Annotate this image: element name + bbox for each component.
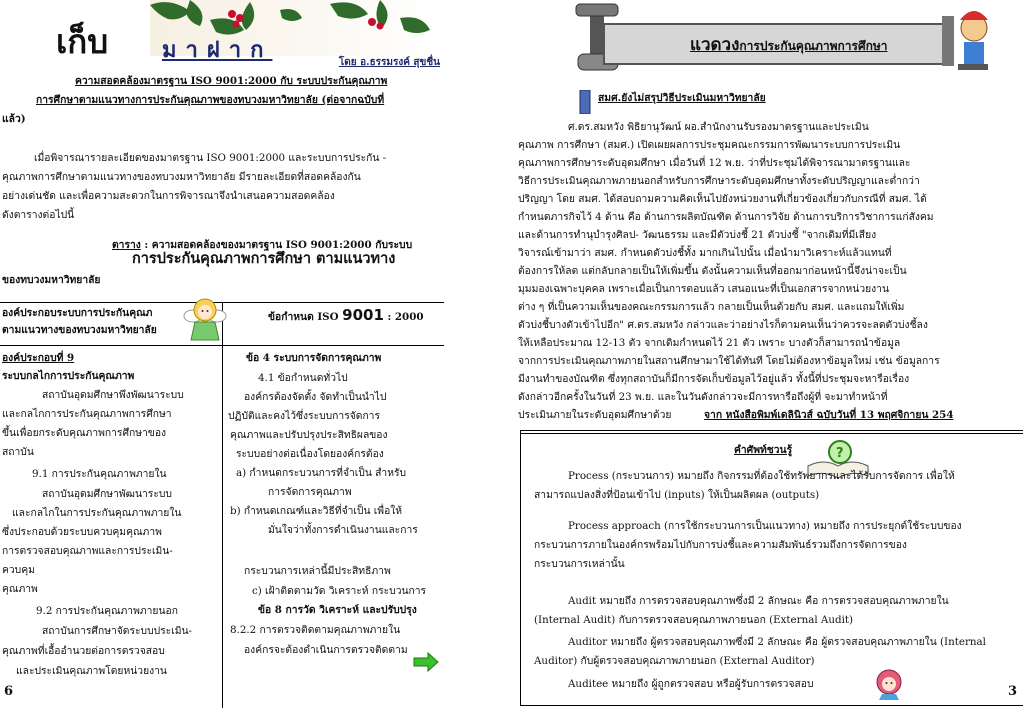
col2-header: ข้อกำหนด ISO 9001 : 2000 — [268, 306, 424, 324]
col2-line-11: กระบวนการเหล่านี้มีประสิทธิภาพ — [244, 565, 391, 577]
col1-line-17: และประเมินคุณภาพโดยหน่วยงาน — [16, 665, 167, 677]
glossary-line-10: Auditee หมายถึง ผู้ถูกตรวจสอบ หรือผู้รับการตรวจสอบ — [568, 678, 814, 690]
col2-line-7: a) กำหนดกระบวนการที่จำเป็น สำหรับ — [236, 467, 407, 479]
col2-line-10: มั่นใจว่าทั้งการดำเนินงานและการ — [268, 524, 418, 536]
glossary-title: คำศัพท์ชวนรู้ — [734, 444, 793, 456]
col2-line-9: b) กำหนดเกณฑ์และวิธีที่จำเป็น เพื่อให้ — [230, 505, 403, 517]
news-line-11: ต่าง ๆ ที่เป็นความเห็นของคณะกรรมการแล้ว กลายเป็นเห็นด้วยกับ สมศ. และแถมให้เพิ่ม — [518, 301, 905, 313]
col1-line-4: และกลไกการประกันคุณภาพการศึกษา — [2, 408, 172, 420]
news-line-5: ปริญญา โดย สมศ. ได้สอบถามความคิดเห็นไปยังหน่วยงานที่เกี่ยวข้องเกี่ยวกับกรณีที่ สมศ. ได้ — [518, 193, 927, 205]
glossary-line-7: (Internal Audit) กับการตรวจสอบคุณภาพภายนอก (External Audit) — [534, 614, 854, 626]
col1-line-11: การตรวจสอบคุณภาพและการประเมิน- — [2, 545, 173, 557]
col1-line-10: ซึ่งประกอบด้วยระบบควบคุมคุณภาพ — [2, 526, 162, 538]
right-page — [512, 0, 1023, 708]
page-title: เก็บ — [56, 22, 109, 61]
news-line-7: และด้านการทำนุบำรุงศิลป- วัฒนธรรม และมีตัวบ่งชี้ 21 ตัวบ่งชี้ "จากเดิมที่มีเสียง — [518, 229, 877, 241]
news-line-9: ต้องการให้ลด แต่กลับกลายเป็นให้เพิ่มขึ้น ดังนั้นความเห็นที่ออกมาก่อนหน้านี้จึงน่าจะเป็น — [518, 265, 907, 277]
news-line-13: ให้เหลือประมาณ 12-13 ตัว จากเดิมกำหนดไว้ 21 ตัว เพราะ บางตัวก็สามารถนำข้อมูล — [518, 337, 901, 349]
col2-line-4: ปฏิบัติและคงไว้ซึ่งระบบการจัดการ — [228, 410, 380, 422]
glossary-line-2: สามารถแปลงสิ่งที่ป้อนเข้าไป (inputs) ให้เป็นผลิตผล (outputs) — [534, 489, 820, 501]
intro-line-1: เมื่อพิจารณารายละเอียดของมาตรฐาน ISO 9001:2000 และระบบการประกัน - — [34, 152, 387, 164]
col2-line-6: ระบบอย่างต่อเนื่องโดยองค์กรต้อง — [236, 448, 384, 460]
glossary-line-4: กระบวนการภายในองค์กรพร้อมไปกับการบ่งชี้และความสัมพันธ์รวมถึงการจัดการของ — [534, 539, 907, 551]
page-subtitle: มาฝาก — [162, 37, 273, 63]
col2-line-14: 8.2.2 การตรวจติดตามคุณภาพภายใน — [230, 624, 401, 636]
left-page-number: 6 — [4, 684, 14, 699]
news-line-16: ดังกล่าวอีกครั้งในวันที่ 23 พ.ย. และในวันดังกล่าวจะมีการหารือถึงผู้ที่ จะมาทำหน้าที่ — [518, 391, 888, 403]
table-caption-big: การประกันคุณภาพการศึกษา ตามแนวทาง — [132, 251, 396, 267]
col1-line-5: ขึ้นเพื่อยกระดับคุณภาพการศึกษาของ — [2, 427, 167, 439]
author-line: โดย อ.ธรรมรงค์ สุขชื่น — [338, 57, 440, 68]
article-heading-line1: ความสอดคล้องมาตรฐาน ISO 9001:2000 กับ ระบบประกันคุณภาพ — [75, 75, 388, 87]
news-line-17: ประเมินภายในระดับอุดมศึกษาด้วย — [518, 409, 672, 421]
col1-line-6: สถาบัน — [2, 446, 34, 458]
news-line-12: ตัวบ่งชี้บางตัวเข้าไปอีก" ศ.ดร.สมหวัง กล่าวและว่าอย่างไรก็ตามคนเห็นว่าควรจะลดตัวบ่งชี้ลง — [518, 319, 928, 331]
right-page-number: 3 — [1008, 684, 1018, 699]
bullet-pillar-icon — [578, 90, 592, 114]
glossary-line-6: Audit หมายถึง การตรวจสอบคุณภาพซึ่งมี 2 ลักษณะ คือ การตรวจสอบคุณภาพภายใน — [568, 595, 949, 607]
table-caption-text: : ความสอดคล้องของมาตรฐาน ISO 9001:2000 กับระบบ — [140, 239, 413, 251]
intro-line-4: ดังตารางต่อไปนี้ — [2, 209, 75, 221]
col1-line-1: องค์ประกอบที่ 9 — [2, 352, 75, 364]
col2-line-13: ข้อ 8 การวัด วิเคราะห์ และปรับปรุง — [258, 604, 417, 616]
banner-title: แวดวงการประกันคุณภาพการศึกษา — [690, 35, 888, 55]
col1-line-8: สถาบันอุดมศึกษาพัฒนาระบบ — [42, 488, 172, 500]
news-heading: สมศ.ยังไม่สรุปวิธีประเมินมหาวิทยาลัย — [598, 92, 766, 104]
article-heading-line3: แล้ว) — [2, 113, 26, 125]
news-line-10: มุมมองเฉพาะบุคคล เพราะเมื่อเป็นการตอบแล้ว เสนอแนะที่เป็นเอกสารจากหน่วยงาน — [518, 283, 889, 295]
left-page — [0, 0, 444, 708]
glossary-line-1: Process (กระบวนการ) หมายถึง กิจกรรมที่ต้องใช้ทรัพยากรและได้รับการจัดการ เพื่อให้ — [568, 470, 955, 482]
next-arrow-icon — [412, 652, 440, 672]
news-line-4: วิธีการประเมินคุณภาพภายนอกสำหรับการศึกษาระดับอุดมศึกษาทั้งระดับปริญญาและต่ำกว่า — [518, 175, 920, 187]
col1-line-13: คุณภาพ — [2, 583, 38, 595]
col2-line-1: ข้อ 4 ระบบการจัดการคุณภาพ — [246, 352, 382, 364]
col1-line-15: สถาบันการศึกษาจัดระบบประเมิน- — [42, 625, 193, 637]
glossary-line-3: Process approach (การใช้กระบวนการเป็นแนวทาง) หมายถึง การประยุกต์ใช้ระบบของ — [568, 520, 962, 532]
news-line-14: จากการประเมินคุณภาพภายในสถานศึกษามาใช้ได้ทันที โดยไม่ต้องหาข้อมูลใหม่ เช่น ข้อมูลการ — [518, 355, 940, 367]
glossary-line-5: กระบวนการเหล่านั้น — [534, 558, 625, 570]
col2-line-12: c) เฝ้าติดตามวัด วิเคราะห์ กระบวนการ — [252, 585, 427, 597]
angel-mascot-icon — [183, 292, 227, 344]
news-line-6: กำหนดภารกิจไว้ 4 ด้าน คือ ด้านการผลิตบัณฑิต ด้านการวิจัย ด้านการบริการวิชาการแก่สังคม — [518, 211, 934, 223]
col2-line-2: 4.1 ข้อกำหนดทั่วไป — [258, 372, 348, 384]
col1-line-14: 9.2 การประกันคุณภาพภายนอก — [36, 605, 178, 617]
col2-line-5: คุณภาพและปรับปรุงประสิทธิผลของ — [230, 429, 388, 441]
glossary-line-9: Auditor) กับผู้ตรวจสอบคุณภาพภายนอก (External Auditor) — [534, 655, 815, 667]
col1-header-line1: องค์ประกอบระบบการประกันคุณภ — [2, 307, 153, 319]
table-caption-end: ของทบวงมหาวิทยาลัย — [2, 274, 101, 286]
news-line-8: วิจารณ์เข้ามาว่า สมศ. กำหนดตัวบ่งชี้ทั้ง มากเกินไปนั้น เมื่อนำมาวิเคราะห์แล้วแทนที่ — [518, 247, 892, 259]
intro-line-2: คุณภาพการศึกษาตามแนวทางของทบวงมหาวิทยาลัย มีรายละเอียดที่สอดคล้องกัน — [2, 171, 361, 183]
news-source: จาก หนังสือพิมพ์เดลินิวส์ ฉบับวันที่ 13 พฤศจิกายน 254 — [704, 409, 954, 421]
news-line-15: มีงานทำของบัณฑิต ซึ่งทุกสถาบันก็มีการจัดเก็บข้อมูลไว้อยู่แล้ว ทั้งนี้ที่ประชุมจะหารือเรื่อง — [518, 373, 910, 385]
news-line-1: ศ.ดร.สมหวัง พิธิยานุวัฒน์ ผอ.สำนักงานรับรองมาตรฐานและประเมิน — [568, 121, 869, 133]
col1-line-3: สถาบันอุดมศึกษาพึงพัฒนาระบบ — [42, 389, 184, 401]
col1-header-line2: ตามแนวทางของทบวงมหาวิทยาลัย — [2, 324, 157, 336]
glossary-line-8: Auditor หมายถึง ผู้ตรวจสอบคุณภาพซึ่งมี 2 ลักษณะ คือ ผู้ตรวจสอบคุณภาพภายใน (Internal — [568, 636, 986, 648]
table-column-divider — [222, 302, 223, 708]
col2-line-8: การจัดการคุณภาพ — [268, 486, 352, 498]
col1-line-7: 9.1 การประกันคุณภาพภายใน — [32, 468, 167, 480]
intro-line-3: อย่างเด่นชัด และเพื่อความสะดวกในการพิจารณาจึงนำเสนอความสอดคล้อง — [2, 190, 335, 202]
col1-line-2: ระบบกลไกการประกันคุณภาพ — [2, 370, 135, 382]
news-line-2: คุณภาพ การศึกษา (สมศ.) เปิดเผยผลการประชุมคณะกรรมการพัฒนาระบบการประเมิน — [518, 139, 901, 151]
cartoon-girl-icon — [874, 668, 904, 700]
col2-line-15: องค์กรจะต้องดำเนินการตรวจติดตาม — [244, 644, 408, 656]
article-heading-line2: การศึกษาตามแนวทางการประกันคุณภาพของทบวงมหาวิทยาลัย (ต่อจากฉบับที่ — [36, 94, 385, 106]
col2-line-3: องค์กรต้องจัดตั้ง จัดทำเป็นนำไป — [244, 391, 387, 403]
col1-line-16: คุณภาพที่เอื้ออำนวยต่อการตรวจสอบ — [2, 645, 165, 657]
svg-text:?: ? — [836, 446, 844, 461]
news-line-3: คุณภาพการศึกษาระดับอุดมศึกษา เมื่อวันที่ 12 พ.ย. ว่าที่ประชุมได้พิจารณามาตรฐานและ — [518, 157, 911, 169]
col1-line-12: ควบคุม — [2, 564, 35, 576]
col1-line-9: และกลไกในการประกันคุณภาพภายใน — [12, 507, 182, 519]
table-caption-label: ตาราง — [112, 239, 141, 251]
glossary-box-inner-rule — [520, 433, 1023, 434]
